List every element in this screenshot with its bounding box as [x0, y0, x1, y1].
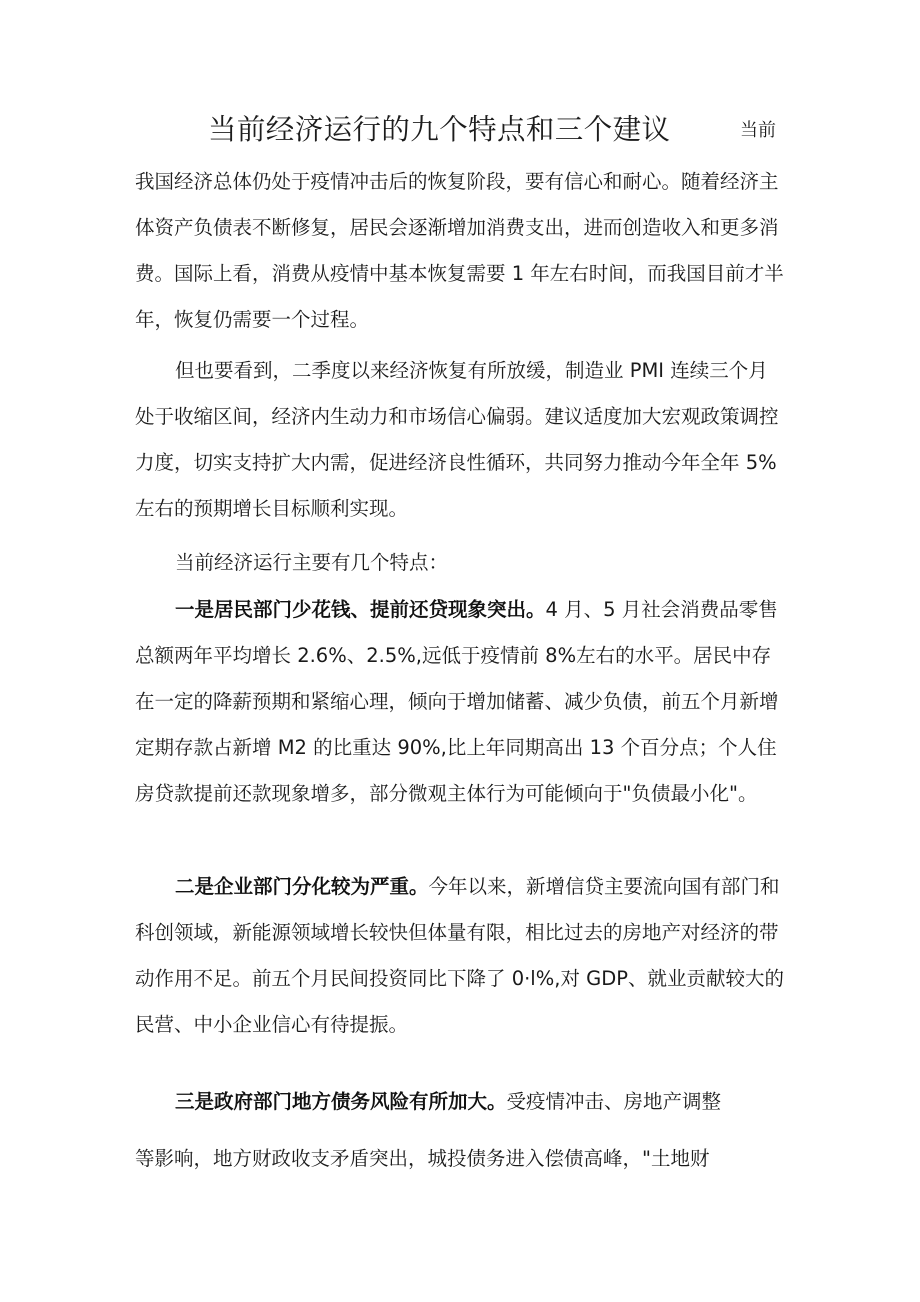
paragraph-features-intro: [135, 540, 787, 586]
paragraph-feature-3: [135, 1079, 787, 1125]
paragraph-text: 受疫情冲击、房地产调整: [506, 1090, 722, 1113]
title-line: [135, 110, 785, 150]
paragraph-lead: 一是居民部门少花钱、提前还贷现象突出。: [175, 598, 546, 621]
paragraph-text: 当前经济运行主要有几个特点：: [175, 551, 449, 574]
document-title: 当前经济运行的九个特点和三个建议: [208, 113, 671, 146]
paragraph-intro: [135, 159, 787, 343]
paragraph-feature-2: [135, 864, 787, 1048]
paragraph-text: 但也要看到，二季度以来经济恢复有所放缓，制造业 PMI 连续三个月处于收缩区间，经济内生动力和市场信心偏弱。建议适度加大宏观政策调控力度，切实支持扩大内需，促进经济良性循环，共同努力推动今年全年 5%左右的预期增长目标顺利实现。: [135, 359, 779, 520]
paragraph-lead: 三是政府部门地方债务风险有所加大。: [175, 1090, 507, 1113]
paragraph-text: 等影响，地方财政收支矛盾突出，城投债务进入偿债高峰，"土地财: [135, 1147, 710, 1170]
paragraph-lead: 二是企业部门分化较为严重。: [175, 875, 429, 898]
paragraph-text: 今年以来，新增信贷主要流向国有部门和科创领域，新能源领域增长较快但体量有限，相比过去的房地产对经济的带动作用不足。前五个月民间投资同比下降了 0·l%,对 GDP、就业贡献较大的民营、中小企业信心有待提振。: [135, 875, 785, 1036]
paragraph-slowdown: [135, 348, 787, 532]
paragraph-feature-3-continued: [135, 1136, 787, 1182]
paragraph-text: 我国经济总体仍处于疫情冲击后的恢复阶段，要有信心和耐心。随着经济主体资产负债表不断修复，居民会逐渐增加消费支出，进而创造收入和更多消费。国际上看，消费从疫情中基本恢复需要 1 年左右时间，而我国目前才半年，恢复仍需要一个过程。: [135, 170, 784, 331]
paragraph-text: 4 月、5 月社会消费品零售总额两年平均增长 2.6%、2.5%,远低于疫情前 8%左右的水平。居民中存在一定的降薪预期和紧缩心理，倾向于增加储蓄、减少负债，前五个月新增定期存款占新增 M2 的比重达 90%,比上年同期高出 13 个百分点；个人住房贷款提前还款现象增多，部分微观主体行为可能倾向于"负债最小化"。: [135, 598, 779, 805]
paragraph-feature-1: [135, 587, 787, 817]
title-trailing-text: 当前: [740, 120, 776, 141]
